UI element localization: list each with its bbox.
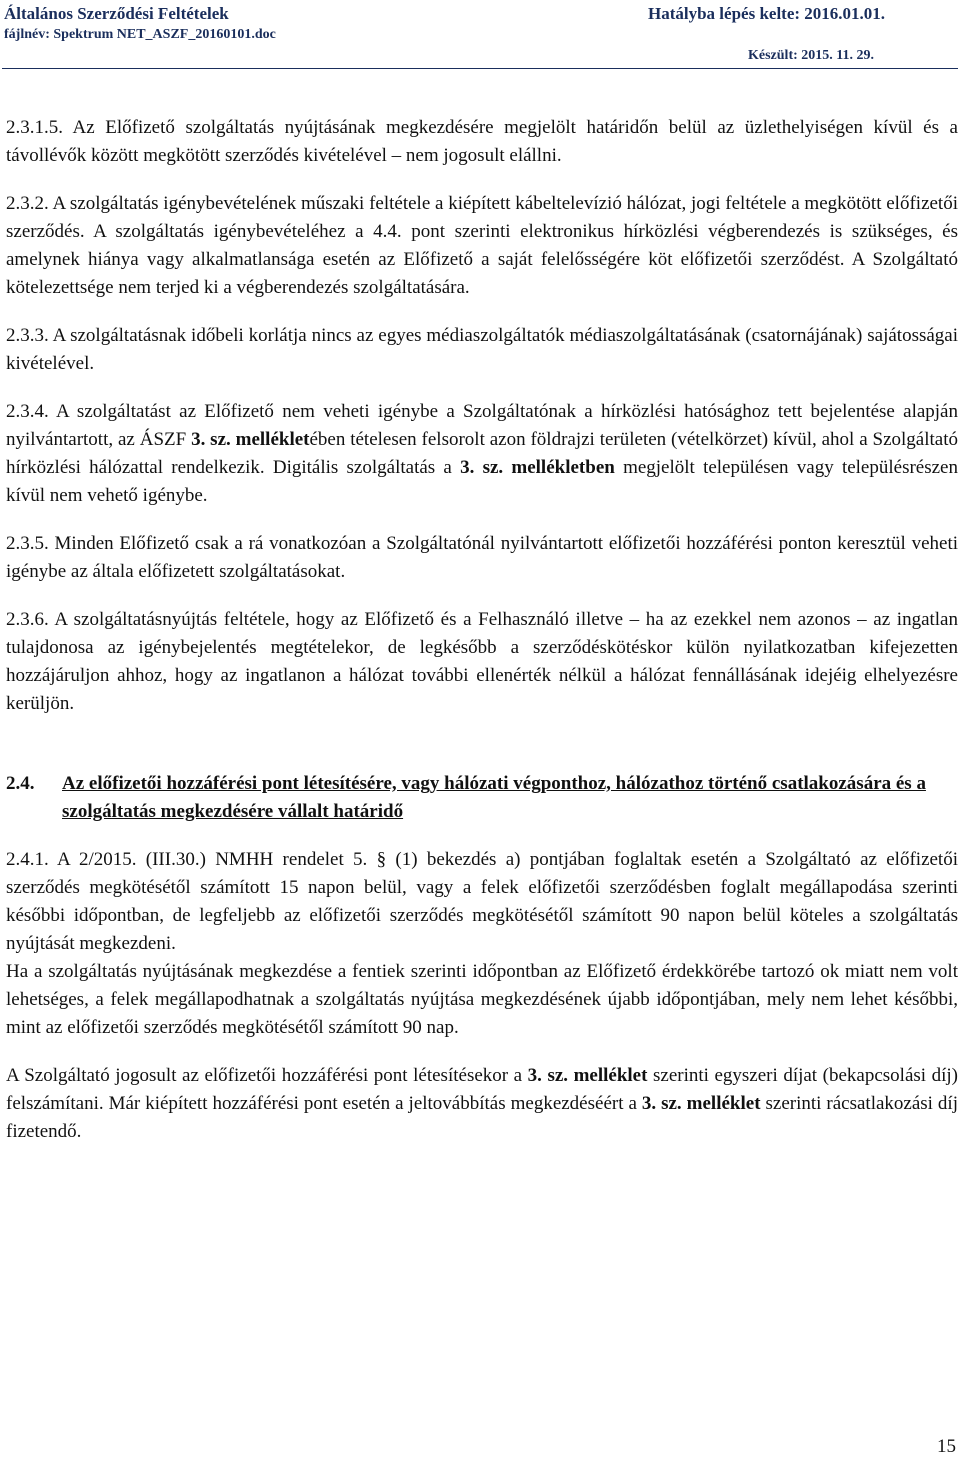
section-number: 2.4. <box>6 773 35 794</box>
section-title: Az előfizetői hozzáférési pont létesítésére, vagy hálózati végponthoz, hálózathoz történő csatlakozására és a szolgáltatás megkezdésére vállalt határidő <box>62 773 926 822</box>
annex-reference: 3. sz. melléklet <box>527 1065 648 1086</box>
paragraph-2-3-1-5: 2.3.1.5. Az Előfizető szolgáltatás nyújtásának megkezdésére megjelölt határidőn belül az üzlethelyiségen kívül és a távollévők között megkötött szerződés kivételével – nem jogosult elállni. <box>6 117 958 166</box>
paragraph-2-3-5: 2.3.5. Minden Előfizető csak a rá vonatkozóan a Szolgáltatónál nyilvántartott előfizetői hozzáférési ponton keresztül veheti igénybe az általa előfizetett szolgáltatásokat. <box>6 533 958 582</box>
paragraph-2-4-1: 2.4.1. A 2/2015. (III.30.) NMHH rendelet 5. § (1) bekezdés a) pontjában foglaltak esetén a Szolgáltató az előfizetői szerződés megkötésétől számított 15 napon belül, vagy a felek előfizetői szerződésben foglalt megállapodása szerinti későbbi időpontban, de legfeljebb az előfizetői szerződés megkötésétől számított 90 napon belül köteles a szolgáltatás nyújtását megkezdeni. <box>6 849 958 954</box>
annex-reference: 3. sz. mellékletben <box>460 457 615 478</box>
section-heading-2-4 <box>6 770 958 826</box>
paragraph-2-4-1-continued: Ha a szolgáltatás nyújtásának megkezdése a fentiek szerinti időpontban az Előfizető érdekkörébe tartozó ok miatt nem volt lehetséges, a felek megállapodhatnak a szolgáltatás nyújtása megkezdésének újabb időpontjában, mely nem lehet későbbi, mint az előfizetői szerződés megkötésétől számított 90 nap. <box>6 961 958 1038</box>
document-body <box>6 114 958 1166</box>
annex-reference: 3. sz. melléklet <box>191 429 310 450</box>
paragraph-2-3-2: 2.3.2. A szolgáltatás igénybevételének műszaki feltétele a kiépített kábeltelevízió hálózat, jogi feltétele a megkötött előfizetői szerződés. A szolgáltatás igénybevételéhez a 4.4. pont szerinti elektronikus hírközlési végberendezés is szükséges, és amelynek hiánya vagy alkalmatlansága esetén az Előfizető a saját felelősségére köt előfizetői szerződést. A Szolgáltató kötelezettsége nem terjed ki a végberendezés szolgáltatására. <box>6 193 958 298</box>
page-header <box>0 0 960 70</box>
paragraph-2-3-6: 2.3.6. A szolgáltatásnyújtás feltétele, hogy az Előfizető és a Felhasználó illetve – ha az ezekkel nem azonos – az ingatlan tulajdonosa az igénybejelentés megtételekor, de legkésőbb a szerződéskötéskor külön nyilatkozatban kifejezetten hozzájáruljon ahhoz, hogy az ingatlanon a hálózat további ellenérték nélkül a hálózat fennállásának idejéig elhelyezésre kerüljön. <box>6 609 958 714</box>
file-name: fájlnév: Spektrum NET_ASZF_20160101.doc <box>4 27 276 42</box>
annex-reference: 3. sz. melléklet <box>641 1093 761 1114</box>
document-title: Általános Szerződési Feltételek <box>4 4 229 23</box>
header-divider <box>2 68 958 69</box>
created-date: Készült: 2015. 11. 29. <box>748 48 874 63</box>
paragraph-connection-fee: A Szolgáltató jogosult az előfizetői hozzáférési pont létesítésekor a 3. sz. melléklet szerinti egyszeri díjat (bekapcsolási díj) felszámítani. Már kiépített hozzáférési pont esetén a jeltovábbítás megkezdéséért a 3. sz. melléklet szerinti rácsatlakozási díj fizetendő. <box>6 1065 958 1142</box>
effective-date: Hatályba lépés kelte: 2016.01.01. <box>648 4 886 23</box>
page-number: 15 <box>937 1436 956 1457</box>
paragraph-2-3-4: 2.3.4. A szolgáltatást az Előfizető nem veheti igénybe a Szolgáltatónak a hírközlési hatósághoz tett bejelentése alapján nyilvántartott, az ÁSZF 3. sz. mellékletében tételesen felsorolt azon földrajzi területen (vételkörzet) kívül, ahol a Szolgáltató hírközlési hálózattal rendelkezik. Digitális szolgáltatás a 3. sz. mellékletben megjelölt településen vagy településrészen kívül nem vehető igénybe. <box>6 401 958 506</box>
paragraph-2-3-3: 2.3.3. A szolgáltatásnak időbeli korlátja nincs az egyes médiaszolgáltatók médiaszolgáltatásának (csatornájának) sajátosságai kivételével. <box>6 325 958 374</box>
